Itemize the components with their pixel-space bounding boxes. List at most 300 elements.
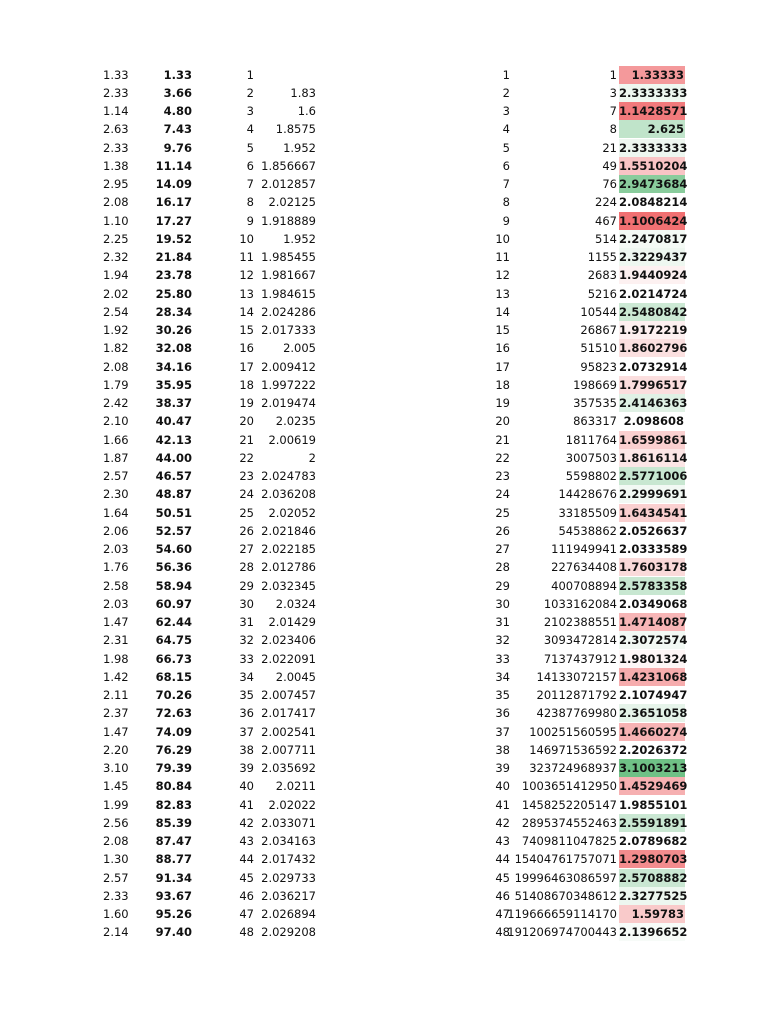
value-cell[interactable]: 119666659114170: [507, 907, 617, 921]
cumulative-cell[interactable]: 79.39: [155, 761, 192, 775]
ratio-cell[interactable]: 1.6599861: [619, 431, 685, 449]
value-cell[interactable]: 227634408: [551, 560, 617, 575]
ratio-cell[interactable]: 2.3333333: [619, 139, 685, 157]
ratio-cell[interactable]: 1.59783: [619, 905, 685, 923]
ratio-cell[interactable]: 2.0045: [275, 669, 316, 684]
value-cell[interactable]: 1033162084: [543, 596, 617, 611]
ratio-cell[interactable]: 2.1074947: [619, 688, 688, 702]
value-cell[interactable]: 2895374552463: [521, 815, 617, 830]
index-cell[interactable]: 17: [239, 359, 254, 374]
value-cell[interactable]: 1811764: [565, 432, 617, 447]
value-cell[interactable]: 1155: [587, 250, 617, 264]
value-cell[interactable]: 1.99: [103, 797, 129, 812]
index-cell[interactable]: 21: [239, 432, 254, 447]
value-cell[interactable]: 2683: [587, 268, 617, 283]
ratio-cell[interactable]: 1.8575: [275, 122, 316, 137]
ratio-cell[interactable]: 1.4231068: [619, 668, 685, 686]
ratio-cell[interactable]: 2.5771006: [619, 467, 685, 485]
value-cell[interactable]: 1.92: [103, 323, 129, 337]
value-cell[interactable]: 3007503: [565, 450, 617, 465]
value-cell[interactable]: 51408670348612: [514, 888, 617, 903]
index-cell[interactable]: 1: [246, 67, 254, 82]
index-cell[interactable]: 6: [502, 158, 510, 173]
value-cell[interactable]: 7: [609, 104, 617, 118]
ratio-cell[interactable]: 1.856667: [261, 158, 316, 173]
ratio-cell[interactable]: 2.02125: [268, 195, 316, 210]
index-cell[interactable]: 27: [239, 542, 254, 556]
value-cell[interactable]: 2.08: [103, 195, 129, 210]
ratio-cell[interactable]: 2.0732914: [619, 359, 688, 374]
ratio-cell[interactable]: 2.0324: [275, 596, 316, 611]
index-cell[interactable]: 31: [239, 615, 254, 629]
ratio-cell[interactable]: 2.5591891: [619, 814, 685, 832]
value-cell[interactable]: 1.14: [103, 104, 129, 118]
ratio-cell[interactable]: 2.5480842: [619, 303, 685, 321]
index-cell[interactable]: 29: [495, 578, 510, 593]
value-cell[interactable]: 1.87: [103, 450, 129, 465]
ratio-cell[interactable]: 2.029733: [261, 870, 316, 885]
value-cell[interactable]: 323724968937: [529, 761, 617, 775]
index-cell[interactable]: 37: [495, 724, 510, 739]
cumulative-cell[interactable]: 54.60: [155, 542, 192, 556]
index-cell[interactable]: 6: [246, 158, 254, 173]
ratio-cell[interactable]: 1.9855101: [619, 797, 688, 812]
value-cell[interactable]: 5598802: [565, 469, 617, 483]
value-cell[interactable]: 1.94: [103, 268, 129, 283]
value-cell[interactable]: 15404761757071: [514, 852, 617, 867]
index-cell[interactable]: 8: [246, 195, 254, 210]
ratio-cell[interactable]: 1.997222: [261, 377, 316, 392]
cumulative-cell[interactable]: 9.76: [163, 140, 192, 155]
value-cell[interactable]: 20112871792: [536, 688, 617, 702]
index-cell[interactable]: 38: [239, 742, 254, 757]
value-cell[interactable]: 2.03: [103, 596, 129, 611]
value-cell[interactable]: 1.10: [103, 213, 129, 228]
ratio-cell[interactable]: 2.023406: [261, 633, 316, 648]
cumulative-cell[interactable]: 85.39: [155, 815, 192, 830]
ratio-cell[interactable]: 2.036217: [261, 888, 316, 903]
index-cell[interactable]: 1: [502, 67, 510, 82]
ratio-cell[interactable]: 2.012786: [261, 560, 316, 575]
ratio-cell[interactable]: 2.5708882: [619, 869, 685, 887]
ratio-cell[interactable]: 2.009412: [261, 359, 316, 374]
ratio-cell[interactable]: 2.022091: [261, 651, 316, 666]
value-cell[interactable]: 1003651412950: [521, 779, 617, 794]
ratio-cell[interactable]: 2.017333: [261, 323, 316, 337]
value-cell[interactable]: 54538862: [558, 523, 617, 538]
value-cell[interactable]: 1.47: [103, 615, 129, 629]
cumulative-cell[interactable]: 42.13: [155, 432, 192, 447]
index-cell[interactable]: 47: [239, 907, 254, 921]
ratio-cell[interactable]: 2.0349068: [619, 596, 688, 611]
index-cell[interactable]: 25: [239, 505, 254, 520]
cumulative-cell[interactable]: 64.75: [155, 633, 192, 648]
index-cell[interactable]: 20: [495, 414, 510, 429]
index-cell[interactable]: 10: [495, 231, 510, 246]
ratio-cell[interactable]: 2.0211: [275, 779, 316, 794]
index-cell[interactable]: 34: [239, 669, 254, 684]
value-cell[interactable]: 26867: [580, 323, 617, 337]
value-cell[interactable]: 5216: [587, 286, 617, 301]
ratio-cell[interactable]: 2.0235: [275, 414, 316, 429]
cumulative-cell[interactable]: 91.34: [155, 870, 192, 885]
value-cell[interactable]: 1.42: [103, 669, 129, 684]
ratio-cell[interactable]: 2.3277525: [619, 887, 685, 905]
index-cell[interactable]: 2: [502, 85, 510, 100]
ratio-cell[interactable]: 1.6434541: [619, 504, 685, 522]
cumulative-cell[interactable]: 28.34: [155, 304, 192, 319]
index-cell[interactable]: 23: [239, 469, 254, 483]
value-cell[interactable]: 2.33: [103, 140, 129, 155]
value-cell[interactable]: 2.58: [103, 578, 129, 593]
value-cell[interactable]: 1.66: [103, 432, 129, 447]
index-cell[interactable]: 5: [246, 140, 254, 155]
index-cell[interactable]: 48: [239, 925, 254, 940]
value-cell[interactable]: 95823: [580, 359, 617, 374]
index-cell[interactable]: 47: [495, 907, 510, 921]
value-cell[interactable]: 467: [595, 213, 617, 228]
index-cell[interactable]: 3: [246, 104, 254, 118]
index-cell[interactable]: 33: [495, 651, 510, 666]
cumulative-cell[interactable]: 3.66: [163, 85, 192, 100]
index-cell[interactable]: 44: [239, 852, 254, 867]
index-cell[interactable]: 28: [239, 560, 254, 575]
value-cell[interactable]: 2.08: [103, 359, 129, 374]
value-cell[interactable]: 1.38: [103, 158, 129, 173]
index-cell[interactable]: 42: [239, 815, 254, 830]
index-cell[interactable]: 27: [495, 542, 510, 556]
index-cell[interactable]: 13: [495, 286, 510, 301]
index-cell[interactable]: 37: [239, 724, 254, 739]
value-cell[interactable]: 1.64: [103, 505, 129, 520]
value-cell[interactable]: 1.30: [103, 852, 129, 867]
ratio-cell[interactable]: 2.2999691: [619, 485, 685, 503]
value-cell[interactable]: 514: [595, 231, 617, 246]
ratio-cell[interactable]: 1.4660274: [619, 723, 685, 741]
ratio-cell[interactable]: 1.8602796: [619, 339, 685, 357]
cumulative-cell[interactable]: 30.26: [155, 323, 192, 337]
ratio-cell[interactable]: 2.02022: [268, 797, 316, 812]
ratio-cell[interactable]: 2.017432: [261, 852, 316, 867]
cumulative-cell[interactable]: 74.09: [155, 724, 192, 739]
value-cell[interactable]: 1.47: [103, 724, 129, 739]
value-cell[interactable]: 1.45: [103, 779, 129, 794]
value-cell[interactable]: 1458252205147: [521, 797, 617, 812]
value-cell[interactable]: 2.30: [103, 487, 129, 502]
ratio-cell[interactable]: 2.3072574: [619, 631, 685, 649]
ratio-cell[interactable]: 2.2470817: [619, 230, 685, 248]
index-cell[interactable]: 44: [495, 852, 510, 867]
ratio-cell[interactable]: 1.7996517: [619, 376, 685, 394]
index-cell[interactable]: 39: [239, 761, 254, 775]
ratio-cell[interactable]: 1.8616114: [619, 449, 685, 467]
ratio-cell[interactable]: 2.00619: [268, 432, 316, 447]
index-cell[interactable]: 41: [239, 797, 254, 812]
value-cell[interactable]: 7137437912: [543, 651, 617, 666]
value-cell[interactable]: 2.10: [103, 414, 129, 429]
value-cell[interactable]: 14428676: [558, 487, 617, 502]
ratio-cell[interactable]: 1.985455: [261, 250, 316, 264]
ratio-cell[interactable]: 1.6: [297, 104, 316, 118]
ratio-cell[interactable]: 2.02052: [268, 505, 316, 520]
ratio-cell[interactable]: 2.9473684: [619, 175, 685, 193]
ratio-cell[interactable]: 2.022185: [261, 542, 316, 556]
value-cell[interactable]: 51510: [580, 341, 617, 356]
ratio-cell[interactable]: 1.2980703: [619, 850, 685, 868]
cumulative-cell[interactable]: 46.57: [155, 469, 192, 483]
cumulative-cell[interactable]: 66.73: [155, 651, 192, 666]
cumulative-cell[interactable]: 25.80: [155, 286, 192, 301]
index-cell[interactable]: 30: [239, 596, 254, 611]
index-cell[interactable]: 21: [495, 432, 510, 447]
cumulative-cell[interactable]: 23.78: [155, 268, 192, 283]
value-cell[interactable]: 2102388551: [543, 615, 617, 629]
value-cell[interactable]: 2.57: [103, 469, 129, 483]
ratio-cell[interactable]: 2.0214724: [619, 286, 688, 301]
value-cell[interactable]: 2.37: [103, 706, 129, 721]
index-cell[interactable]: 2: [246, 85, 254, 100]
ratio-cell[interactable]: 2.5783358: [619, 577, 685, 595]
index-cell[interactable]: 3: [502, 104, 510, 118]
ratio-cell[interactable]: 2.3229437: [619, 248, 685, 266]
ratio-cell[interactable]: 1.9172219: [619, 321, 685, 339]
cumulative-cell[interactable]: 80.84: [155, 779, 192, 794]
value-cell[interactable]: 3093472814: [543, 633, 617, 648]
cumulative-cell[interactable]: 62.44: [155, 615, 192, 629]
value-cell[interactable]: 2.31: [103, 633, 129, 648]
value-cell[interactable]: 224: [595, 195, 617, 210]
index-cell[interactable]: 19: [239, 396, 254, 410]
value-cell[interactable]: 1.82: [103, 341, 129, 356]
ratio-cell[interactable]: 2.024286: [261, 304, 316, 319]
index-cell[interactable]: 40: [495, 779, 510, 794]
value-cell[interactable]: 111949941: [551, 542, 617, 556]
value-cell[interactable]: 146971536592: [529, 742, 617, 757]
index-cell[interactable]: 43: [239, 834, 254, 848]
index-cell[interactable]: 48: [495, 925, 510, 940]
value-cell[interactable]: 3.10: [103, 761, 129, 775]
index-cell[interactable]: 16: [239, 341, 254, 356]
value-cell[interactable]: 2.42: [103, 396, 129, 410]
value-cell[interactable]: 863317: [573, 414, 617, 429]
ratio-cell[interactable]: 1.4529469: [619, 777, 685, 795]
index-cell[interactable]: 42: [495, 815, 510, 830]
index-cell[interactable]: 18: [239, 377, 254, 392]
index-cell[interactable]: 22: [239, 450, 254, 465]
ratio-cell[interactable]: 2.021846: [261, 523, 316, 538]
ratio-cell[interactable]: 1.9440924: [619, 266, 685, 284]
value-cell[interactable]: 10544: [580, 304, 617, 319]
value-cell[interactable]: 3: [609, 85, 617, 100]
cumulative-cell[interactable]: 97.40: [155, 925, 192, 940]
index-cell[interactable]: 24: [495, 487, 510, 502]
ratio-cell[interactable]: 2.007457: [261, 688, 316, 702]
cumulative-cell[interactable]: 17.27: [155, 213, 192, 228]
cumulative-cell[interactable]: 34.16: [155, 359, 192, 374]
index-cell[interactable]: 16: [495, 341, 510, 356]
ratio-cell[interactable]: 2.098608: [623, 414, 684, 429]
ratio-cell[interactable]: 2.0333589: [619, 542, 688, 556]
ratio-cell[interactable]: 1.7603178: [619, 558, 685, 576]
index-cell[interactable]: 31: [495, 615, 510, 629]
ratio-cell[interactable]: 2.0848214: [619, 195, 688, 210]
index-cell[interactable]: 39: [495, 761, 510, 775]
ratio-cell[interactable]: 1.952: [283, 231, 316, 246]
index-cell[interactable]: 46: [495, 888, 510, 903]
ratio-cell[interactable]: 1.1006424: [619, 212, 685, 230]
ratio-cell[interactable]: 2.029208: [261, 925, 316, 940]
ratio-cell[interactable]: 2.036208: [261, 487, 316, 502]
index-cell[interactable]: 29: [239, 578, 254, 593]
value-cell[interactable]: 33185509: [558, 505, 617, 520]
cumulative-cell[interactable]: 82.83: [155, 797, 192, 812]
index-cell[interactable]: 9: [502, 213, 510, 228]
value-cell[interactable]: 2.11: [103, 688, 129, 702]
value-cell[interactable]: 100251560595: [529, 724, 617, 739]
ratio-cell[interactable]: 2.3651058: [619, 704, 685, 722]
ratio-cell[interactable]: 2: [308, 450, 316, 465]
value-cell[interactable]: 198669: [573, 377, 617, 392]
value-cell[interactable]: 1.76: [103, 560, 129, 575]
cumulative-cell[interactable]: 58.94: [155, 578, 192, 593]
index-cell[interactable]: 11: [495, 250, 510, 264]
cumulative-cell[interactable]: 16.17: [155, 195, 192, 210]
ratio-cell[interactable]: 1.1428571: [619, 102, 685, 120]
value-cell[interactable]: 2.33: [103, 85, 129, 100]
cumulative-cell[interactable]: 88.77: [155, 852, 192, 867]
ratio-cell[interactable]: 2.0789682: [619, 834, 688, 848]
value-cell[interactable]: 2.14: [103, 925, 129, 940]
index-cell[interactable]: 22: [495, 450, 510, 465]
index-cell[interactable]: 26: [239, 523, 254, 538]
value-cell[interactable]: 42387769980: [536, 706, 617, 721]
value-cell[interactable]: 2.54: [103, 304, 129, 319]
cumulative-cell[interactable]: 48.87: [155, 487, 192, 502]
index-cell[interactable]: 13: [239, 286, 254, 301]
index-cell[interactable]: 20: [239, 414, 254, 429]
index-cell[interactable]: 15: [239, 323, 254, 337]
index-cell[interactable]: 9: [246, 213, 254, 228]
index-cell[interactable]: 38: [495, 742, 510, 757]
index-cell[interactable]: 7: [502, 177, 510, 191]
cumulative-cell[interactable]: 50.51: [155, 505, 192, 520]
cumulative-cell[interactable]: 72.63: [155, 706, 192, 721]
ratio-cell[interactable]: 1.9801324: [619, 650, 685, 668]
value-cell[interactable]: 14133072157: [536, 669, 617, 684]
index-cell[interactable]: 36: [495, 706, 510, 721]
value-cell[interactable]: 2.33: [103, 888, 129, 903]
index-cell[interactable]: 15: [495, 323, 510, 337]
ratio-cell[interactable]: 1.984615: [261, 286, 316, 301]
cumulative-cell[interactable]: 1.33: [163, 67, 192, 82]
index-cell[interactable]: 33: [239, 651, 254, 666]
value-cell[interactable]: 2.03: [103, 542, 129, 556]
index-cell[interactable]: 10: [239, 231, 254, 246]
ratio-cell[interactable]: 2.2026372: [619, 742, 688, 757]
index-cell[interactable]: 14: [239, 304, 254, 319]
cumulative-cell[interactable]: 32.08: [155, 341, 192, 356]
cumulative-cell[interactable]: 95.26: [155, 907, 192, 921]
value-cell[interactable]: 1.33: [103, 67, 129, 82]
ratio-cell[interactable]: 2.3333333: [619, 84, 685, 102]
value-cell[interactable]: 357535: [573, 396, 617, 410]
index-cell[interactable]: 32: [495, 633, 510, 648]
ratio-cell[interactable]: 2.002541: [261, 724, 316, 739]
index-cell[interactable]: 19: [495, 396, 510, 410]
cumulative-cell[interactable]: 93.67: [155, 888, 192, 903]
index-cell[interactable]: 25: [495, 505, 510, 520]
value-cell[interactable]: 1.79: [103, 377, 129, 392]
value-cell[interactable]: 191206974700443: [507, 925, 617, 940]
value-cell[interactable]: 1.98: [103, 651, 129, 666]
index-cell[interactable]: 7: [246, 177, 254, 191]
value-cell[interactable]: 2.56: [103, 815, 129, 830]
index-cell[interactable]: 40: [239, 779, 254, 794]
cumulative-cell[interactable]: 52.57: [155, 523, 192, 538]
index-cell[interactable]: 34: [495, 669, 510, 684]
ratio-cell[interactable]: 2.4146363: [619, 394, 685, 412]
cumulative-cell[interactable]: 38.37: [155, 396, 192, 410]
index-cell[interactable]: 17: [495, 359, 510, 374]
cumulative-cell[interactable]: 35.95: [155, 377, 192, 392]
value-cell[interactable]: 2.06: [103, 523, 129, 538]
ratio-cell[interactable]: [255, 66, 316, 84]
value-cell[interactable]: 2.25: [103, 231, 129, 246]
cumulative-cell[interactable]: 7.43: [163, 122, 192, 137]
value-cell[interactable]: 2.02: [103, 286, 129, 301]
index-cell[interactable]: 4: [246, 122, 254, 137]
cumulative-cell[interactable]: 21.84: [155, 250, 192, 264]
ratio-cell[interactable]: 2.034163: [261, 834, 316, 848]
ratio-cell[interactable]: 3.1003213: [619, 759, 685, 777]
value-cell[interactable]: 2.20: [103, 742, 129, 757]
value-cell[interactable]: 19996463086597: [514, 870, 617, 885]
ratio-cell[interactable]: 1.4714087: [619, 613, 685, 631]
value-cell[interactable]: 2.08: [103, 834, 129, 848]
ratio-cell[interactable]: 2.033071: [261, 815, 316, 830]
ratio-cell[interactable]: 1.33333: [619, 66, 685, 84]
value-cell[interactable]: 2.95: [103, 177, 129, 191]
ratio-cell[interactable]: 2.005: [283, 341, 316, 356]
ratio-cell[interactable]: 2.026894: [261, 907, 316, 921]
value-cell[interactable]: 2.63: [103, 122, 129, 137]
cumulative-cell[interactable]: 14.09: [155, 177, 192, 191]
cumulative-cell[interactable]: 11.14: [155, 158, 192, 173]
cumulative-cell[interactable]: 56.36: [155, 560, 192, 575]
cumulative-cell[interactable]: 40.47: [155, 414, 192, 429]
index-cell[interactable]: 12: [495, 268, 510, 283]
index-cell[interactable]: 35: [239, 688, 254, 702]
cumulative-cell[interactable]: 68.15: [155, 669, 192, 684]
index-cell[interactable]: 11: [239, 250, 254, 264]
index-cell[interactable]: 28: [495, 560, 510, 575]
value-cell[interactable]: 21: [602, 140, 617, 155]
value-cell[interactable]: 1: [609, 67, 617, 82]
ratio-cell[interactable]: 1.83: [290, 85, 316, 100]
index-cell[interactable]: 23: [495, 469, 510, 483]
ratio-cell[interactable]: 2.024783: [261, 469, 316, 483]
value-cell[interactable]: 7409811047825: [521, 834, 617, 848]
ratio-cell[interactable]: 2.032345: [261, 578, 316, 593]
index-cell[interactable]: 5: [502, 140, 510, 155]
value-cell[interactable]: 2.32: [103, 250, 129, 264]
ratio-cell[interactable]: 2.017417: [261, 706, 316, 721]
index-cell[interactable]: 4: [502, 122, 510, 137]
index-cell[interactable]: 45: [495, 870, 510, 885]
value-cell[interactable]: 8: [609, 122, 617, 137]
cumulative-cell[interactable]: 4.80: [163, 104, 192, 118]
ratio-cell[interactable]: 2.0526637: [619, 523, 688, 538]
